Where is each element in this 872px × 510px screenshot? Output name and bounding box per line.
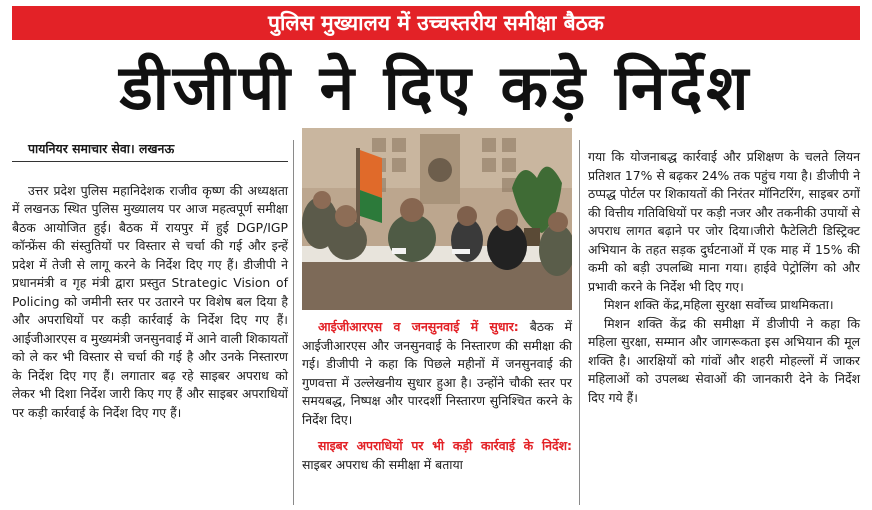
byline: पायनियर समाचार सेवा। लखनऊ	[12, 140, 288, 162]
article-column-1	[12, 140, 288, 422]
paragraph	[302, 318, 572, 429]
meeting-photo-illustration	[302, 128, 572, 310]
article-column-3	[588, 148, 860, 407]
spacer	[302, 429, 572, 437]
paragraph: उत्तर प्रदेश पुलिस महानिदेशक राजीव कृष्ण की अध्यक्षता में लखनऊ स्थित पुलिस मुख्यालय पर आज महत्वपूर्ण समीक्षा बैठक आयोजित हुई। बैठक में रायपुर में हुई DGP/IGP कॉन्फ्रेंस की संस्तुतियों पर विस्तार से चर्चा की गई और इन्हें प्रदेश में तेजी से लागू करने के निर्देश दिए गए हैं। डीजीपी ने प्रधानमंत्री व गृह मंत्री द्वारा प्रस्तुत Strategic Vision of Policing को जमीनी स्तर पर उतारने पर विशेष बल दिया है और अपराधियों पर कड़ी कार्रवाई के निर्देश दिए गए हैं। आईजीआरएस व मुख्यमंत्री जनसुनवाई में आने वाली शिकायतों को ले कर भी विस्तार से चर्चा की गई है और उनके निस्तारण के निर्देश दिए गए हैं। लगातार बढ़ रहे साइबर अपराध को लेकर भी दिशा निर्देश जारी किए गए हैं और साइबर अपराधियों पर कड़ी कार्रवाई के निर्देश दिए गए हैं।	[12, 182, 288, 420]
paragraph-text: बैठक में आईजीआरएस और जनसुनवाई के निस्तारण की समीक्षा की गई। डीजीपी ने कहा कि पिछले महीनों में जनसुनवाई की गुणवत्ता में उल्लेखनीय सुधार हुआ है। उन्होंने चौकी स्तर पर समयबद्ध, निष्पक्ष और पारदर्शी निस्तारण सुनिश्चित करने के निर्देश दिए।	[302, 319, 572, 427]
paragraph-text: साइबर अपराध की समीक्षा में बताया	[302, 456, 463, 472]
subheading: आईजीआरएस व जनसुनवाई में सुधार:	[318, 319, 519, 334]
paragraph: मिशन शक्ति केंद्र,महिला सुरक्षा सर्वोच्च प्राथमिकता।	[604, 297, 834, 312]
column-divider	[579, 140, 580, 505]
headline: डीजीपी ने दिए कड़े निर्देश	[119, 51, 753, 124]
column-divider	[293, 140, 294, 505]
paragraph: गया कि योजनाबद्ध कार्रवाई और प्रशिक्षण के चलते लियन प्रतिशत 17% से बढ़कर 24% तक पहुंच गया है। डीजीपी ने ठप्पद्ध पोर्टल पर शिकायतों की निरंतर मॉनिटरिंग, साइबर ठगों की वित्तीय गतिविधियों पर कड़ी नजर और तकनीकी उपायों से अपराध लागत बढ़ाने पर जोर दिया।जीरो फैटेलिटी डिस्ट्रिक्ट अभियान के तहत सड़क दुर्घटनाओं में एक माह में 15% की कमी को बड़ी उपलब्धि माना गया। हाईवे पेट्रोलिंग को और प्रभावी करने के निर्देश भी दिए गए।	[588, 149, 860, 294]
kicker-text: पुलिस मुख्यालय में उच्चस्तरीय समीक्षा बैठक	[268, 11, 604, 35]
paragraph	[302, 437, 572, 474]
meeting-photo	[302, 128, 572, 310]
article-column-2	[302, 318, 572, 474]
paragraph: मिशन शक्ति केंद्र की समीक्षा में डीजीपी ने कहा कि महिला सुरक्षा, सम्मान और जागरूकता इस अभियान की मूल शक्ति है। आरक्षियों को गांवों और शहरी मोहल्लों में जाकर महिलाओं को उपलब्ध सेवाओं की जानकारी देने के निर्देश दिए गये हैं।	[588, 315, 860, 405]
subheading: साइबर अपराधियों पर भी कड़ी कार्रवाई के निर्देश:	[318, 438, 572, 453]
kicker-banner	[12, 6, 860, 40]
